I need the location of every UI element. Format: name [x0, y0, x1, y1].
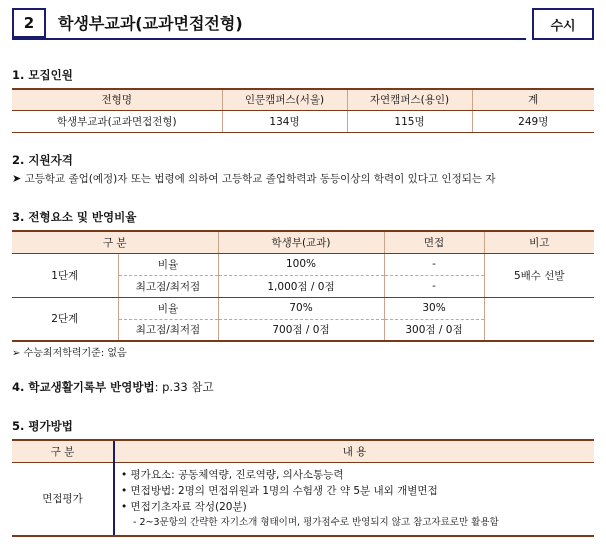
stage-cell: 1단계: [12, 253, 118, 297]
section-number: 2: [12, 8, 46, 38]
table-row: [12, 462, 594, 536]
recruitment-table: [12, 88, 594, 133]
table-cell: 700점 / 0점: [218, 319, 384, 341]
table-cell: -: [384, 253, 484, 275]
table-cell: 학생부교과(교과면접전형): [12, 110, 222, 132]
note-cell: 5배수 선발: [484, 253, 594, 297]
header-cell: 인문캠퍼스(서울): [222, 89, 347, 110]
row-label: 최고점/최저점: [118, 319, 218, 341]
header-cell: 계: [472, 89, 594, 110]
table-cell: 115명: [347, 110, 472, 132]
section-heading-recruitment: 1. 모집인원: [12, 68, 73, 82]
header-cell: 학생부(교과): [218, 231, 384, 253]
header-cell: 내 용: [114, 440, 594, 462]
section-heading-qualification: 2. 지원자격: [12, 153, 73, 167]
page-title: 학생부교과(교과면접전형): [58, 14, 243, 33]
qualification-body: 고등학교 졸업(예정)자 또는 법령에 의하여 고등학교 졸업학력과 동등이상의 학력이 있다고 인정되는 자: [24, 173, 496, 185]
row-label: 비율: [118, 253, 218, 275]
minimum-criteria-note: ➢ 수능최저학력기준: 없음: [12, 348, 127, 359]
admission-type-badge: 수시: [532, 8, 594, 38]
list-item: • 평가요소: 공동체역량, 진로역량, 의사소통능력: [121, 468, 344, 481]
table-row: [12, 110, 594, 132]
list-item: • 면접기초자료 작성(20분): [121, 500, 247, 513]
header-cell: 자연캠퍼스(용인): [347, 89, 472, 110]
ratio-table: [12, 230, 594, 342]
header-cell: 면접: [384, 231, 484, 253]
note-cell: [484, 297, 594, 341]
table-cell: 30%: [384, 297, 484, 319]
stage-cell: 2단계: [12, 297, 118, 341]
header-cell: 구 분: [12, 440, 114, 462]
evaluation-table: [12, 439, 594, 537]
row-label: 최고점/최저점: [118, 275, 218, 297]
qualification-text: [12, 171, 495, 186]
header-cell: 구 분: [12, 231, 218, 253]
table-row: [12, 253, 594, 275]
arrow-bullet-icon: ➤: [12, 172, 22, 185]
table-cell: 249명: [472, 110, 594, 132]
table-row: [12, 297, 594, 319]
table-header-row: [12, 440, 594, 462]
page-header: [12, 8, 594, 40]
header-cell: 비고: [484, 231, 594, 253]
table-header-row: [12, 89, 594, 110]
table-header-row: [12, 231, 594, 253]
table-cell: 70%: [218, 297, 384, 319]
section-heading-ratio: 3. 전형요소 및 반영비율: [12, 210, 137, 224]
record-method-reference: : p.33 참고: [154, 380, 214, 394]
table-cell: 100%: [218, 253, 384, 275]
category-cell: 면접평가: [12, 462, 114, 536]
section-heading-record-method: [12, 379, 214, 395]
header-underline: [12, 38, 526, 40]
table-cell: 1,000점 / 0점: [218, 275, 384, 297]
table-cell: 134명: [222, 110, 347, 132]
badge-underline: [532, 38, 594, 40]
table-cell: -: [384, 275, 484, 297]
row-label: 비율: [118, 297, 218, 319]
list-item: • 면접방법: 2명의 면접위원과 1명의 수험생 간 약 5분 내외 개별면접: [121, 484, 438, 497]
section-heading-evaluation: 5. 평가방법: [12, 419, 73, 433]
record-method-title: 4. 학교생활기록부 반영방법: [12, 380, 155, 394]
table-cell: 300점 / 0점: [384, 319, 484, 341]
sub-list-item: - 2~3문항의 간략한 자기소개 형태이며, 평가점수로 반영되지 않고 참고자료로만 활용함: [133, 516, 499, 528]
content-cell: [114, 462, 594, 536]
header-cell: 전형명: [12, 89, 222, 110]
